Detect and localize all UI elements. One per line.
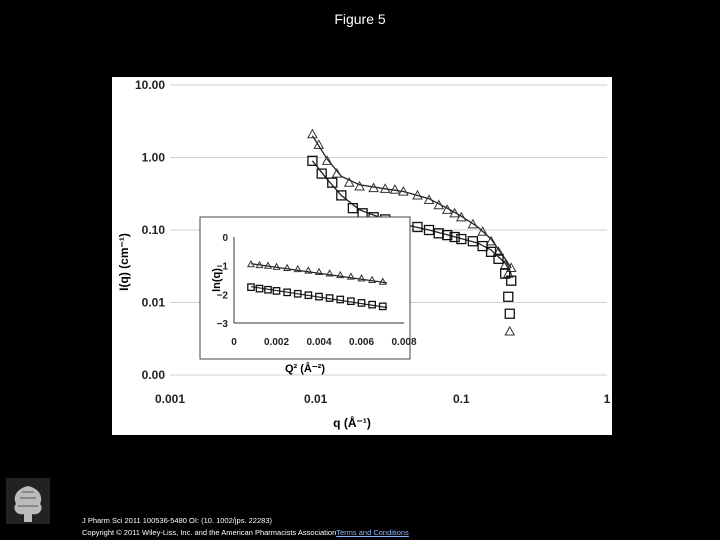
inset-y-tick-label: −1 <box>216 261 228 273</box>
elsevier-logo <box>6 478 50 538</box>
main-data-point-square <box>505 309 514 318</box>
main-x-tick-label: 0.1 <box>452 392 470 406</box>
main-data-point-triangle <box>425 195 434 203</box>
saxs-chart <box>112 77 612 435</box>
main-x-axis-label: q (Å⁻¹) <box>333 416 371 430</box>
main-y-tick-label: 0.01 <box>141 295 165 310</box>
main-x-tick-label: 0.01 <box>303 392 328 406</box>
terms-link[interactable]: Terms and Conditions <box>336 528 409 537</box>
inset-x-tick-label: 0.006 <box>348 337 375 348</box>
chart-panel <box>112 77 612 435</box>
inset-x-axis-label: Q² (Å⁻²) <box>284 363 326 375</box>
inset-y-axis-label: ln(q) <box>211 268 223 292</box>
inset-y-tick-label: −3 <box>216 319 228 330</box>
inset-y-tick-label: 0 <box>222 233 228 244</box>
copyright-text: Copyright © 2011 Wiley-Liss, Inc. and the American Pharmacists Association <box>82 528 337 537</box>
inset-x-tick-label: 0 <box>231 337 237 348</box>
figure-title: Figure 5 <box>334 11 386 27</box>
main-y-axis-label: I(q) (cm⁻¹) <box>117 233 131 291</box>
main-y-tick-label: 0.00 <box>141 368 165 382</box>
figure-footer <box>82 515 409 539</box>
main-y-tick-label: 0.10 <box>141 223 165 237</box>
copyright-line <box>82 527 409 539</box>
main-x-tick-label: 1 <box>603 392 611 406</box>
inset-plot <box>200 217 417 375</box>
inset-x-tick-label: 0.008 <box>391 337 417 348</box>
main-data-point-triangle <box>505 327 514 335</box>
main-x-tick-label: 0.001 <box>154 392 186 406</box>
main-data-point-square <box>504 292 513 301</box>
inset-x-tick-label: 0.004 <box>306 337 332 348</box>
inset-y-tick-label: −2 <box>216 290 228 302</box>
citation-text: J Pharm Sci 2011 100536-5480 OI: (10. 1002/jps. 22283) <box>82 516 272 525</box>
main-y-tick-label: 1.00 <box>141 150 165 165</box>
inset-x-tick-label: 0.002 <box>263 337 290 348</box>
main-y-tick-label: 10.00 <box>134 78 165 92</box>
